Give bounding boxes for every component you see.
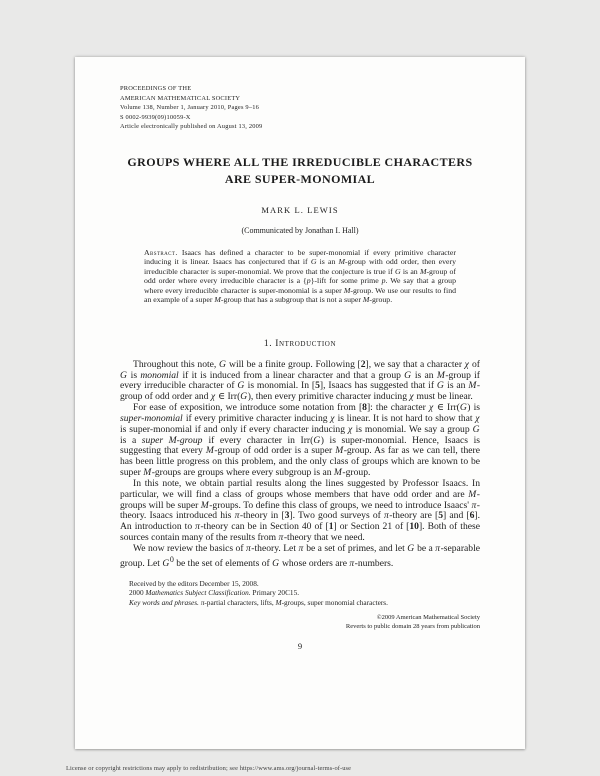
paper-title [120, 154, 480, 189]
paper-title-line-2: ARE SUPER-MONOMIAL [224, 172, 376, 187]
footnote-msc: 2000 Mathematics Subject Classification. Primary 20C15. [129, 588, 300, 598]
communicated-by: (Communicated by Jonathan I. Hall) [241, 225, 359, 235]
paper-title-line-1: GROUPS WHERE ALL THE IRREDUCIBLE CHARACTERS [127, 155, 473, 170]
journal-issn-line: S 0002-9939(09)10059-X [120, 113, 191, 121]
journal-header [120, 84, 480, 132]
journal-name-line-1: PROCEEDINGS OF THE [120, 85, 192, 92]
journal-epub-line: Article electronically published on August 13, 2009 [120, 123, 263, 131]
copyright-line-2: Reverts to public domain 28 years from publication [345, 623, 480, 631]
license-footer: License or copyright restrictions may apply to redistribution; see https://www.ams.org/journal-terms-of-use [66, 765, 352, 772]
journal-name-line-2: AMERICAN MATHEMATICAL SOCIETY [120, 94, 241, 102]
copyright-notice [120, 613, 480, 632]
introduction-section [120, 360, 480, 570]
footnote-keywords: Key words and phrases. π-partial characters, lifts, M-groups, super monomial characters. [129, 598, 388, 607]
paper-page [75, 57, 525, 749]
abstract [144, 248, 456, 305]
paragraph-3: In this note, we obtain partial results along the lines suggested by Professor Isaacs. In particular, we will find a class of groups whose members that have odd order and are M-groups will be super M-groups. To define this class of groups, we need to introduce Isaacs' π-theory. Isaacs introduced his π-theory in [3]. Two good surveys of π-theory are [5] and [6]. An introduction to π-theory can be in Section 40 of [1] or Section 21 of [10]. Both of these sources contain many of the results from π-theory that we need. [120, 477, 480, 544]
author-name: MARK L. LEWIS [261, 204, 339, 215]
copyright-line-1: ©2009 American Mathematical Society [376, 613, 480, 621]
paragraph-4: We now review the basics of π-theory. Let π be a set of primes, and let G be a π-separable group. Let $G^0$ be the set of elements of G whose orders are π-numbers. [120, 542, 480, 569]
footnotes [120, 579, 480, 608]
section-heading: 1. Introduction [263, 338, 337, 349]
abstract-text: Isaacs has defined a character to be super-monomial if every primitive character inducing it is linear. Isaacs has conjectured that if G is an M-group with odd order, then every irreducible character is super-monomial. We prove that the conjecture is true if G is an M-group of odd order where every irreducible character is a {p}-lift for some prime p. We say that a group where every irreducible character is super-monomial is a super M-group. We use our results to find an example of a super M-group that has a subgroup that is not a super M-group. [144, 247, 456, 305]
paragraph-1: Throughout this note, G will be a finite group. Following [2], we say that a character χ of G is monomial if it is induced from a linear character and that a group G is an M-group if every irreducible character of G is monomial. In [5], Isaacs has suggested that if G is an M-group of odd order and χ ∈ Irr(G), then every primitive character inducing χ must be linear. [120, 358, 481, 403]
footnote-received: Received by the editors December 15, 2008. [129, 578, 259, 588]
paragraph-2: For ease of exposition, we introduce some notation from [8]: the character χ ∈ Irr(G) is super-monomial if every primitive character inducing χ is linear. It is not hard to show that χ is super-monomial if and only if every character inducing χ is monomial. We say a group G is a super M-group if every character in Irr(G) is super-monomial. Hence, Isaacs is suggesting that every M-group of odd order is a super M-group. As far as we can tell, there has been little progress on this problem, and the only class of groups which are known to be super M-groups are groups where every subgroup is an M-group. [120, 402, 481, 479]
journal-volume-line: Volume 138, Number 1, January 2010, Pages 9–16 [120, 104, 260, 112]
page-number: 9 [297, 641, 303, 652]
abstract-label: Abstract. [144, 247, 178, 257]
